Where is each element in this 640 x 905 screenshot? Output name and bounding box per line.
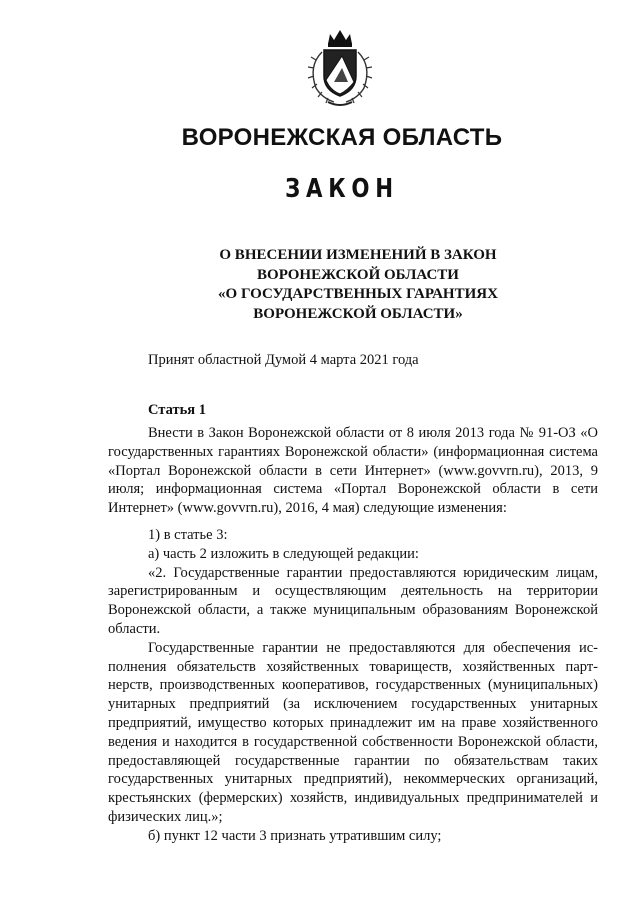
paragraph: а) часть 2 изложить в следующей редакции: xyxy=(148,545,419,562)
document-type: ЗАКОН xyxy=(285,174,399,204)
region-name: ВОРОНЕЖСКАЯ ОБЛАСТЬ xyxy=(181,124,503,151)
paragraph: б) пункт 12 части 3 признать утратившим силу; xyxy=(148,827,442,844)
article-body xyxy=(108,424,598,846)
law-title-line: «О ГОСУДАРСТВЕННЫХ ГАРАНТИЯХ xyxy=(218,286,498,302)
law-title-line: ВОРОНЕЖСКОЙ ОБЛАСТИ xyxy=(257,266,459,283)
paragraph: «2. Государственные гарантии предоставляются юридическим лицам, зарегистрированным и осуществляющим деятельность на территории Воронежской области, а также муниципальным образованиям Воронежской области. xyxy=(108,564,598,637)
law-title-line: О ВНЕСЕНИИ ИЗМЕНЕНИЙ В ЗАКОН xyxy=(219,247,497,263)
paragraph: Государственные гарантии не предоставляются для обеспечения исполнения обязательств хозяйственных товариществ, хозяйственных партнерств, производственных кооперативов, государственных (муниципальных) унитарных предприятий (за исключением государственных унитарных предприятий, имущество которых принадлежит им на праве хозяйственного ведения и находится в государственной собственности Воронежской области, предоставляющей государственные гарантии по обязательствам таких государственных унитарных предприятий), некоммерческих организаций, крестьянских (фермерских) хозяйств, индивидуальных предпринимателей и физических лиц.»; xyxy=(108,639,598,825)
law-title xyxy=(0,246,640,324)
paragraph: 1) в статье 3: xyxy=(148,526,228,543)
adoption-date: Принят областной Думой 4 марта 2021 года xyxy=(148,352,419,368)
voronezh-coat-of-arms-icon xyxy=(298,22,382,110)
law-title-line: ВОРОНЕЖСКОЙ ОБЛАСТИ» xyxy=(253,305,463,322)
paragraph: Внести в Закон Воронежской области от 8 июля 2013 года № 91-ОЗ «О государственных гарантиях Воронежской области» (информационная система «Портал Воронежской области в сети Интернет» (www.govvrn.ru), 2013, 9 июля; информационная система «Портал Воронежской области в сети Интернет» (www.govvrn.ru), 2016, 4 мая) следующие изменения: xyxy=(108,425,598,517)
article-heading: Статья 1 xyxy=(148,402,206,418)
